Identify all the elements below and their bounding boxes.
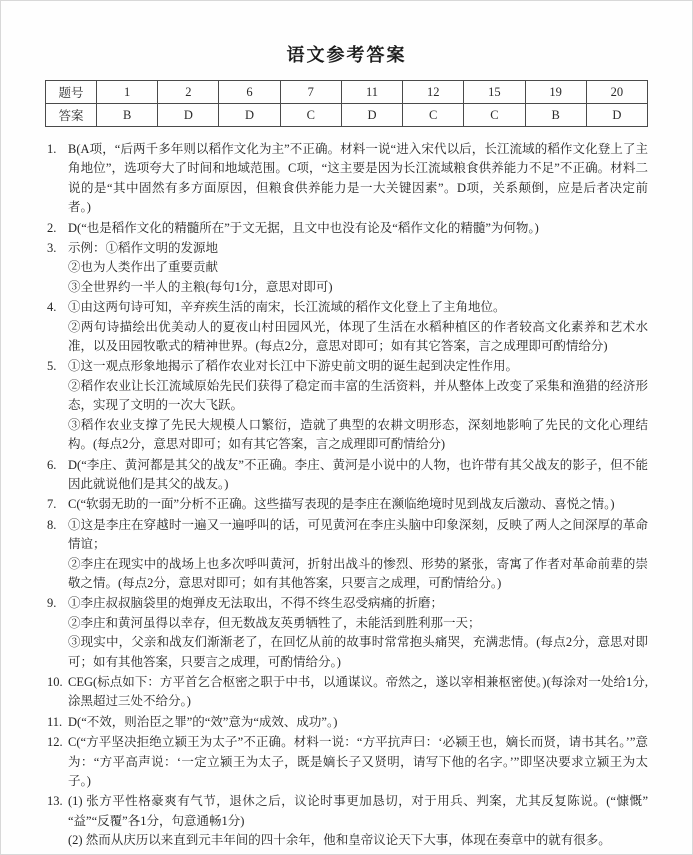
item-body bbox=[68, 456, 648, 495]
answer-item bbox=[47, 594, 648, 672]
item-paragraph: ①这是李庄在穿越时一遍又一遍呼叫的话，可见黄河在李庄头脑中印象深刻，反映了两人之间深厚的革命情谊； bbox=[68, 517, 648, 552]
question-number-cell: 2 bbox=[158, 81, 219, 104]
answer-letter-cell: B bbox=[525, 104, 586, 127]
item-body bbox=[68, 357, 648, 454]
item-number: 5. bbox=[47, 359, 57, 374]
answer-letter-cell: C bbox=[403, 104, 464, 127]
item-paragraph: CEG(标点如下：方平首乞合枢密之职于中书，以通谋议。帝然之，遂以宰相兼枢密使。)(每涂对一处给1分,涂黑超过三处不给分。) bbox=[68, 674, 648, 709]
item-number: 1. bbox=[47, 142, 57, 156]
item-paragraph: ②李庄和黄河虽得以幸存，但无数战友英勇牺牲了，未能活到胜利那一天； bbox=[68, 615, 481, 630]
item-body bbox=[68, 298, 648, 356]
item-paragraph: ①李庄叔叔脑袋里的炮弹皮无法取出，不得不终生忍受病痛的折磨； bbox=[68, 596, 444, 611]
answer-item bbox=[47, 792, 648, 850]
question-number-cell: 20 bbox=[586, 81, 647, 104]
item-paragraph: D(“李庄、黄河都是其父的战友”不正确。李庄、黄河是小说中的人物，也许带有其父战友的影子，但不能因此就说他们是其父的战友。) bbox=[68, 457, 648, 491]
page-title: 语文参考答案 bbox=[286, 45, 407, 65]
item-paragraph: ①由这两句诗可知，辛弃疾生活的南宋，长江流域的稻作文化登上了主角地位。 bbox=[68, 300, 506, 315]
answer-item bbox=[47, 239, 648, 297]
item-body bbox=[68, 673, 648, 712]
item-body bbox=[68, 219, 648, 238]
item-body bbox=[68, 495, 648, 514]
answer-item bbox=[47, 733, 648, 791]
answer-letter-cell: C bbox=[464, 104, 525, 127]
item-number: 13. bbox=[47, 794, 63, 809]
answer-item bbox=[47, 456, 648, 495]
answer-letter-cell: D bbox=[586, 104, 647, 127]
answer-item bbox=[47, 673, 648, 712]
question-number-cell: 11 bbox=[341, 81, 402, 104]
item-number: 11. bbox=[47, 714, 63, 729]
question-number-cell: 12 bbox=[403, 81, 464, 104]
question-number-cell: 7 bbox=[280, 81, 341, 104]
item-number: 9. bbox=[47, 596, 57, 611]
item-number: 12. bbox=[47, 735, 63, 750]
answer-item bbox=[47, 713, 648, 732]
item-paragraph: ②稻作农业让长江流域原始先民们获得了稳定而丰富的生活资料，并从整体上改变了采集和渔猎的经济形态，实现了文明的一次大飞跃。 bbox=[68, 378, 648, 413]
item-paragraph: C(“软弱无助的一面”分析不正确。这些描写表现的是李庄在濒临绝境时见到战友后激动、喜悦之情。) bbox=[68, 497, 615, 512]
item-body bbox=[68, 792, 648, 850]
item-paragraph: ②李庄在现实中的战场上也多次呼叫黄河，折射出战斗的惨烈、形势的紧张，寄寓了作者对革命前辈的崇敬之情。(每点2分，意思对即可；如有其他答案，只要言之成理，可酌情给分。) bbox=[68, 556, 648, 590]
item-paragraph: (2) 然而从庆历以来直到元丰年间的四十余年，他和皇帝议论天下大事，体现在奏章中的就有很多。 bbox=[68, 833, 611, 848]
item-number: 7. bbox=[47, 497, 57, 512]
item-paragraph: C(“方平坚决拒绝立颍王为太子”不正确。材料一说：“方平抗声曰：‘必颍王也，嫡长而贤，请书其名。’”意为：“方平高声说：‘一定立颍王为太子，既是嫡长子又贤明，请写下他的名字。’”即坚决要求立颍王为太子。) bbox=[68, 735, 648, 788]
answer-item bbox=[47, 495, 648, 514]
answer-letter-cell: D bbox=[341, 104, 402, 127]
answer-table bbox=[45, 80, 648, 127]
answer-letter-cell: D bbox=[219, 104, 280, 127]
question-number-cell: 19 bbox=[525, 81, 586, 104]
item-body bbox=[68, 239, 648, 297]
item-body bbox=[68, 594, 648, 672]
item-paragraph: ③全世界约一半人的主粮(每句1分，意思对即可) bbox=[68, 279, 333, 294]
answer-letter-row bbox=[46, 104, 648, 127]
item-body bbox=[68, 516, 648, 594]
item-number: 10. bbox=[47, 674, 63, 689]
question-number-cell: 1 bbox=[97, 81, 158, 104]
answer-letter-cell: D bbox=[158, 104, 219, 127]
answer-letter-cell: C bbox=[280, 104, 341, 127]
item-body bbox=[68, 713, 648, 732]
row-label-cell: 答案 bbox=[46, 104, 97, 127]
item-number: 4. bbox=[47, 300, 57, 315]
answer-table-body bbox=[46, 81, 648, 127]
item-paragraph: ①这一观点形象地揭示了稻作农业对长江中下游史前文明的诞生起到决定性作用。 bbox=[68, 359, 519, 374]
item-body bbox=[68, 733, 648, 791]
answer-list bbox=[1, 140, 692, 851]
row-label-cell: 题号 bbox=[46, 81, 97, 104]
answer-item bbox=[47, 219, 648, 238]
item-paragraph: ③现实中，父亲和战友们渐渐老了，在回忆从前的故事时常常抱头痛哭，充满悲情。(每点2分，意思对即可；如有其他答案，只要言之成理，可酌情给分。) bbox=[68, 635, 648, 669]
item-body bbox=[68, 140, 648, 218]
item-paragraph: D(“不效，则治臣之罪”的“效”意为“成效、成功”。) bbox=[68, 714, 338, 729]
answer-item bbox=[47, 357, 648, 454]
question-number-cell: 15 bbox=[464, 81, 525, 104]
item-paragraph: B(A项，“后两千多年则以稻作文化为主”不正确。材料一说“进入宋代以后，长江流域的稻作文化登上了主角地位”，选项夸大了时间和地域范围。C项，“这主要是因为长江流域粮食供养能力不足”不正确。材料二说的是“其中固然有多方面原因，但粮食供养能力是一大关键因素”。D项，关系颠倒，应是后者决定前者。) bbox=[68, 142, 648, 215]
item-paragraph: (1) 张方平性格豪爽有气节，退休之后，议论时事更加恳切，对于用兵、判案，尤其反复陈说。(“慷慨”“益”“反覆”各1分，句意通畅1分) bbox=[68, 794, 648, 828]
item-number: 2. bbox=[47, 220, 57, 235]
item-number: 6. bbox=[47, 457, 57, 472]
answer-letter-cell: B bbox=[97, 104, 158, 127]
item-paragraph: D(“也是稻作文化的精髓所在”于文无据，且文中也没有论及“稻作文化的精髓”为何物。) bbox=[68, 220, 539, 235]
item-paragraph: 示例：①稻作文明的发源地 bbox=[68, 241, 219, 256]
item-number: 8. bbox=[47, 517, 57, 532]
answer-item bbox=[47, 516, 648, 594]
item-paragraph: ②两句诗描绘出优美动人的夏夜山村田园风光，体现了生活在水稻种植区的作者较高文化素养和艺术水准，以及田园牧歌式的精神世界。(每点2分，意思对即可；如有其它答案，言之成理即可酌情给分) bbox=[68, 319, 648, 354]
answer-item bbox=[47, 298, 648, 356]
question-number-row bbox=[46, 81, 648, 104]
question-number-cell: 6 bbox=[219, 81, 280, 104]
answer-item bbox=[47, 140, 648, 218]
item-number: 3. bbox=[47, 241, 57, 256]
item-paragraph: ②也为人类作出了重要贡献 bbox=[68, 260, 219, 275]
item-paragraph: ③稻作农业支撑了先民大规模人口繁衍，造就了典型的农耕文明形态，深刻地影响了先民的文化心理结构。(每点2分，意思对即可；如有其它答案，言之成理即可酌情给分) bbox=[68, 417, 648, 452]
